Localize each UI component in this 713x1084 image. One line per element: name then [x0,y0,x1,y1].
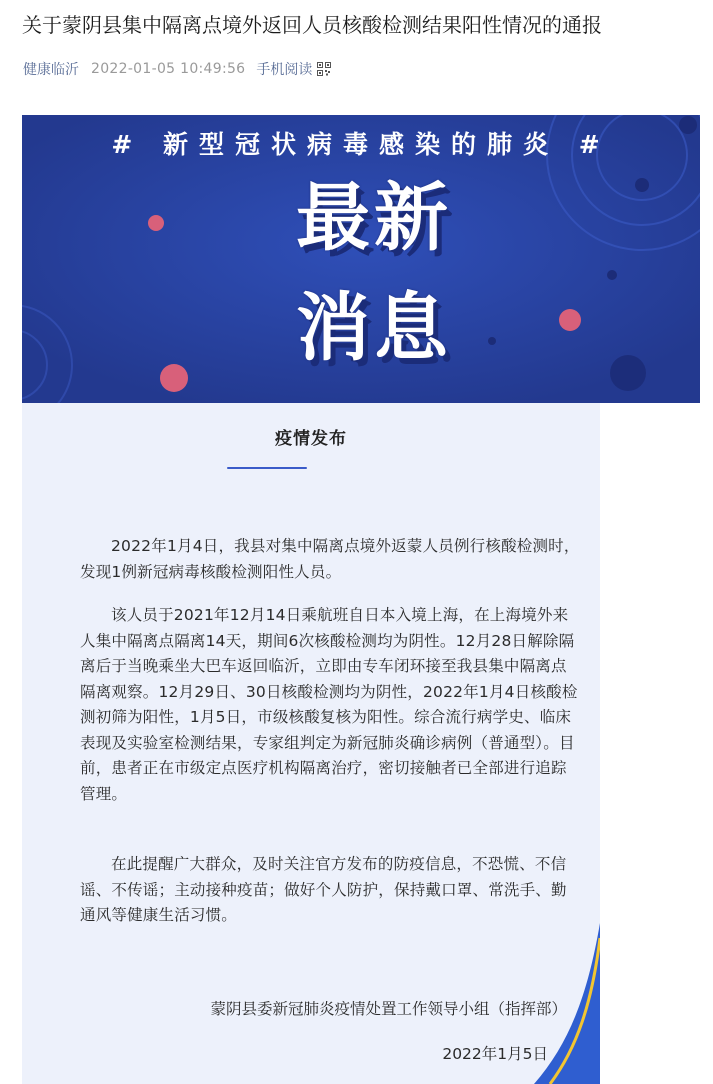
article-meta [23,58,331,80]
notice-date: 2022年1月5日 [442,1045,548,1063]
notice-paragraph: 该人员于2021年12月14日乘航班自日本入境上海，在上海境外来人集中隔离点隔离14天，期间6次核酸检测均为阴性。12月28日解除隔离后于当晚乘坐大巴车返回临沂，立即由专车闭环接至我县集中隔离点隔离观察。12月29日、30日核酸检测均为阴性，2022年1月4日核酸检测初筛为阳性，1月5日，市级核酸复核为阳性。综合流行病学史、临床表现及实验室检测结果，专家组判定为新冠肺炎确诊病例（普通型）。目前，患者正在市级定点医疗机构隔离治疗，密切接触者已全部进行追踪管理。 [80,606,578,803]
news-banner [22,115,700,403]
notice-paragraph: 2022年1月4日，我县对集中隔离点境外返蒙人员例行核酸检测时，发现1例新冠病毒核酸检测阳性人员。 [80,537,580,581]
banner-hashtag: # 新型冠状病毒感染的肺炎 # [111,130,611,159]
virus-dot [148,215,164,231]
virus-dot [160,364,188,392]
publish-time: 2022-01-05 10:49:56 [91,61,246,77]
account-name-link[interactable]: 健康临沂 [23,62,79,78]
banner-headline-line2: 消息 [296,285,452,371]
notice-card [22,403,600,1084]
virus-dot [559,309,581,331]
heading-underline [227,467,307,469]
notice-paragraph: 在此提醒广大群众，及时关注官方发布的防疫信息，不恐慌、不信谣、不传谣；主动接种疫苗；做好个人防护，保持戴口罩、常洗手、勤通风等健康生活习惯。 [80,855,567,924]
qr-code-icon[interactable] [317,62,331,76]
banner-headline-line1: 最新 [296,175,452,261]
article-title: 关于蒙阴县集中隔离点境外返回人员核酸检测结果阳性情况的通报 [22,13,602,37]
read-on-phone-link[interactable]: 手机阅读 [256,62,313,78]
notice-signature: 蒙阴县委新冠肺炎疫情处置工作领导小组（指挥部） [210,1000,567,1018]
notice-heading: 疫情发布 [275,429,347,449]
